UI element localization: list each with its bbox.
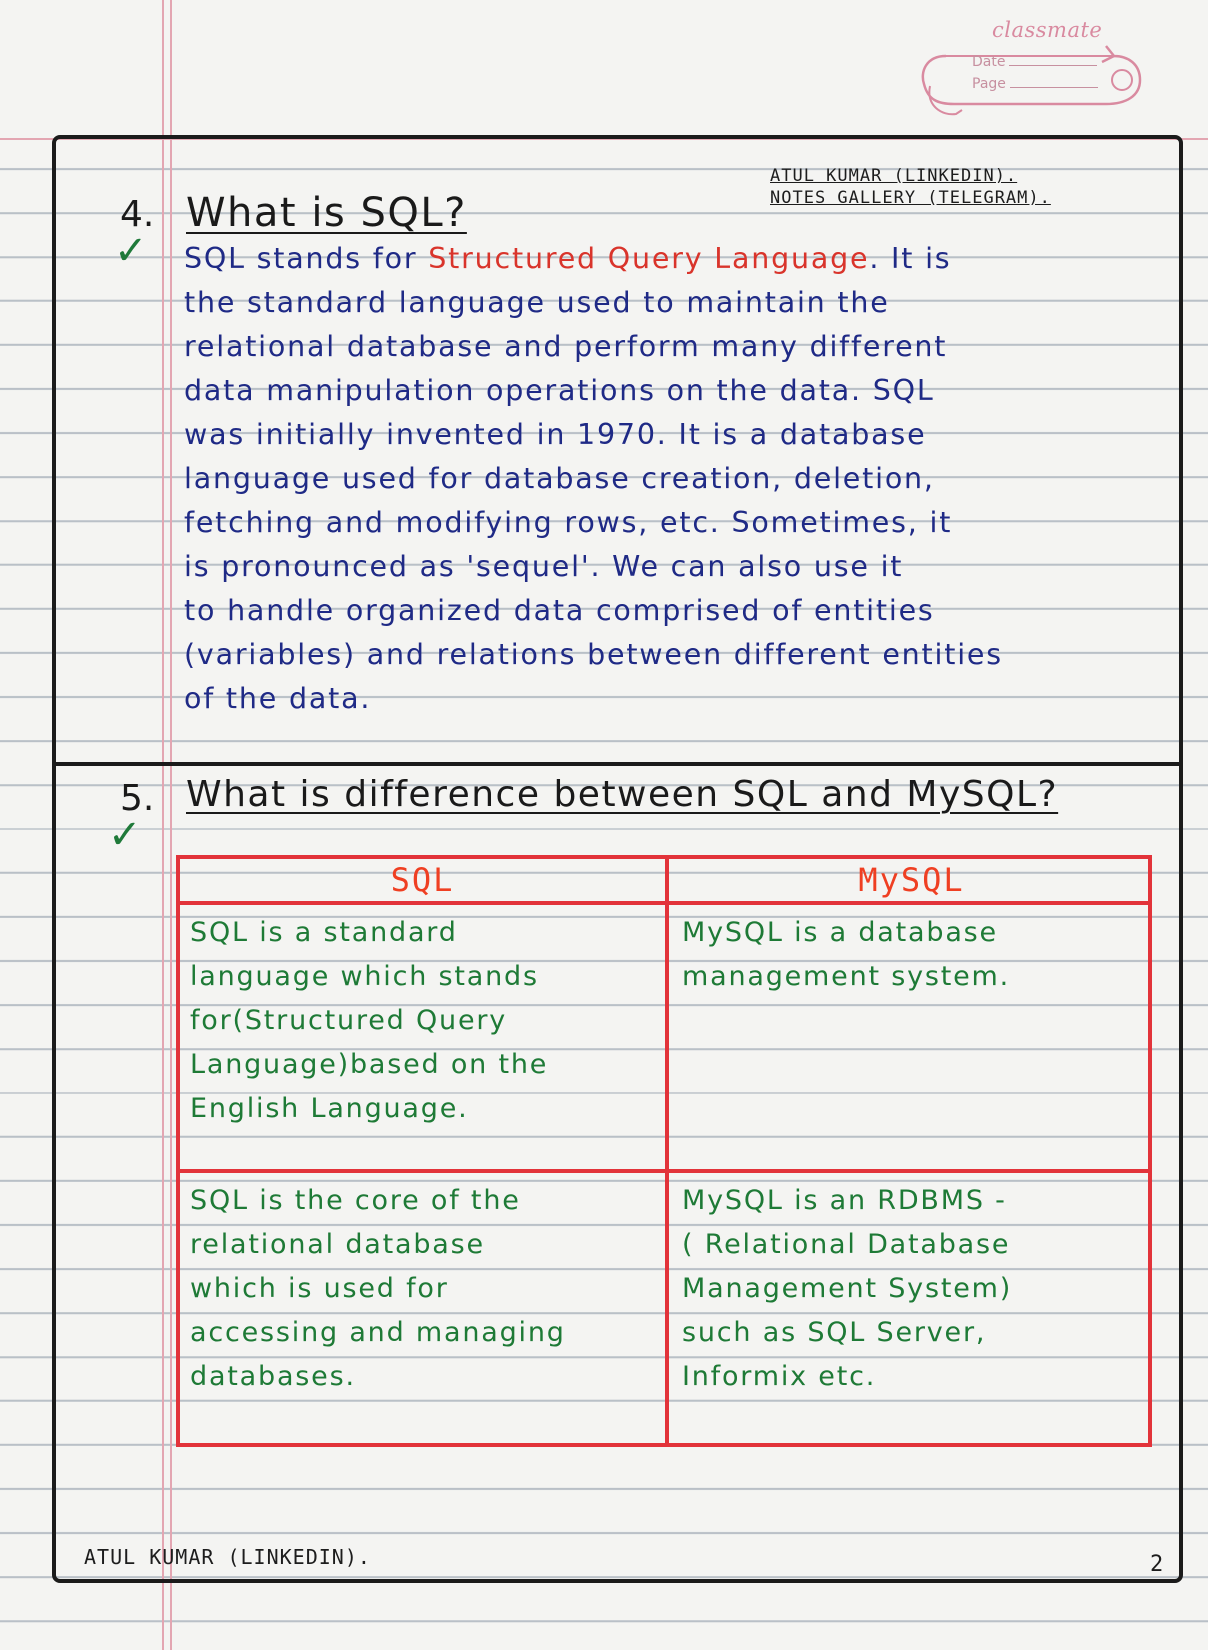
answer-line: is pronounced as 'sequel'. We can also use it — [184, 550, 904, 583]
cell-line: MySQL is a database — [682, 917, 998, 948]
brand-name: classmate — [992, 18, 1103, 42]
cell-line: Management System) — [682, 1273, 1013, 1304]
checkmark-icon: ✓ — [108, 812, 142, 858]
answer-line: language used for database creation, deletion, — [184, 462, 935, 495]
table-header-divider — [180, 901, 1148, 905]
cell-line: databases. — [190, 1361, 356, 1392]
cell-line: SQL is a standard — [190, 917, 458, 948]
cell-line: Informix etc. — [682, 1361, 877, 1392]
table-header-sql: SQL — [390, 861, 455, 899]
answer-line: data manipulation operations on the data. SQL — [184, 374, 935, 407]
answer-line: fetching and modifying rows, etc. Sometimes, it — [184, 506, 953, 539]
answer-text: SQL stands for — [184, 242, 429, 275]
answer-line — [184, 242, 951, 275]
cell-line: management system. — [682, 961, 1011, 992]
checkmark-icon: ✓ — [114, 228, 148, 274]
q5-title-text: What is difference between SQL and MySQL? — [186, 774, 1059, 815]
footer-author: ATUL KUMAR (LINKEDIN). — [84, 1545, 371, 1569]
cell-line: for(Structured Query — [190, 1005, 508, 1036]
answer-line: of the data. — [184, 682, 372, 715]
page-field — [972, 76, 1098, 92]
cell-line: accessing and managing — [190, 1317, 566, 1348]
highlight-text: Structured Query Language — [428, 242, 870, 275]
cell-line: language which stands — [190, 961, 539, 992]
page-number: 2 — [1150, 1552, 1164, 1577]
q4-number: 4. — [120, 194, 155, 235]
answer-line: (variables) and relations between different entities — [184, 638, 1003, 671]
q5-title — [186, 774, 1058, 815]
answer-line: relational database and perform many different — [184, 330, 948, 363]
cell-line: which is used for — [190, 1273, 449, 1304]
table-row-divider — [180, 1169, 1148, 1173]
cell-line: relational database — [190, 1229, 485, 1260]
table-header-mysql: MySQL — [858, 861, 965, 899]
cell-line: English Language. — [190, 1093, 469, 1124]
cell-line: ( Relational Database — [682, 1229, 1011, 1260]
cell-line: SQL is the core of the — [190, 1185, 521, 1216]
date-label: Date — [972, 54, 1006, 70]
credit-telegram: NOTES GALLERY (TELEGRAM). — [770, 188, 1051, 208]
cell-line: MySQL is an RDBMS - — [682, 1185, 1007, 1216]
date-field — [972, 54, 1097, 70]
q4-title — [186, 190, 467, 236]
classmate-logo — [912, 20, 1192, 120]
q5-number: 5. — [120, 778, 155, 819]
table-column-divider — [665, 859, 669, 1443]
answer-text: . It is — [869, 242, 952, 275]
page-label: Page — [972, 76, 1006, 92]
credit-linkedin: ATUL KUMAR (LINKEDIN). — [770, 166, 1018, 186]
answer-line: the standard language used to maintain the — [184, 286, 890, 319]
answer-line: was initially invented in 1970. It is a database — [184, 418, 927, 451]
comparison-table — [176, 855, 1152, 1447]
section-divider — [52, 762, 1183, 766]
cell-line: such as SQL Server, — [682, 1317, 987, 1348]
answer-line: to handle organized data comprised of entities — [184, 594, 935, 627]
cell-line: Language)based on the — [190, 1049, 549, 1080]
q4-title-text: What is SQL? — [186, 190, 467, 236]
